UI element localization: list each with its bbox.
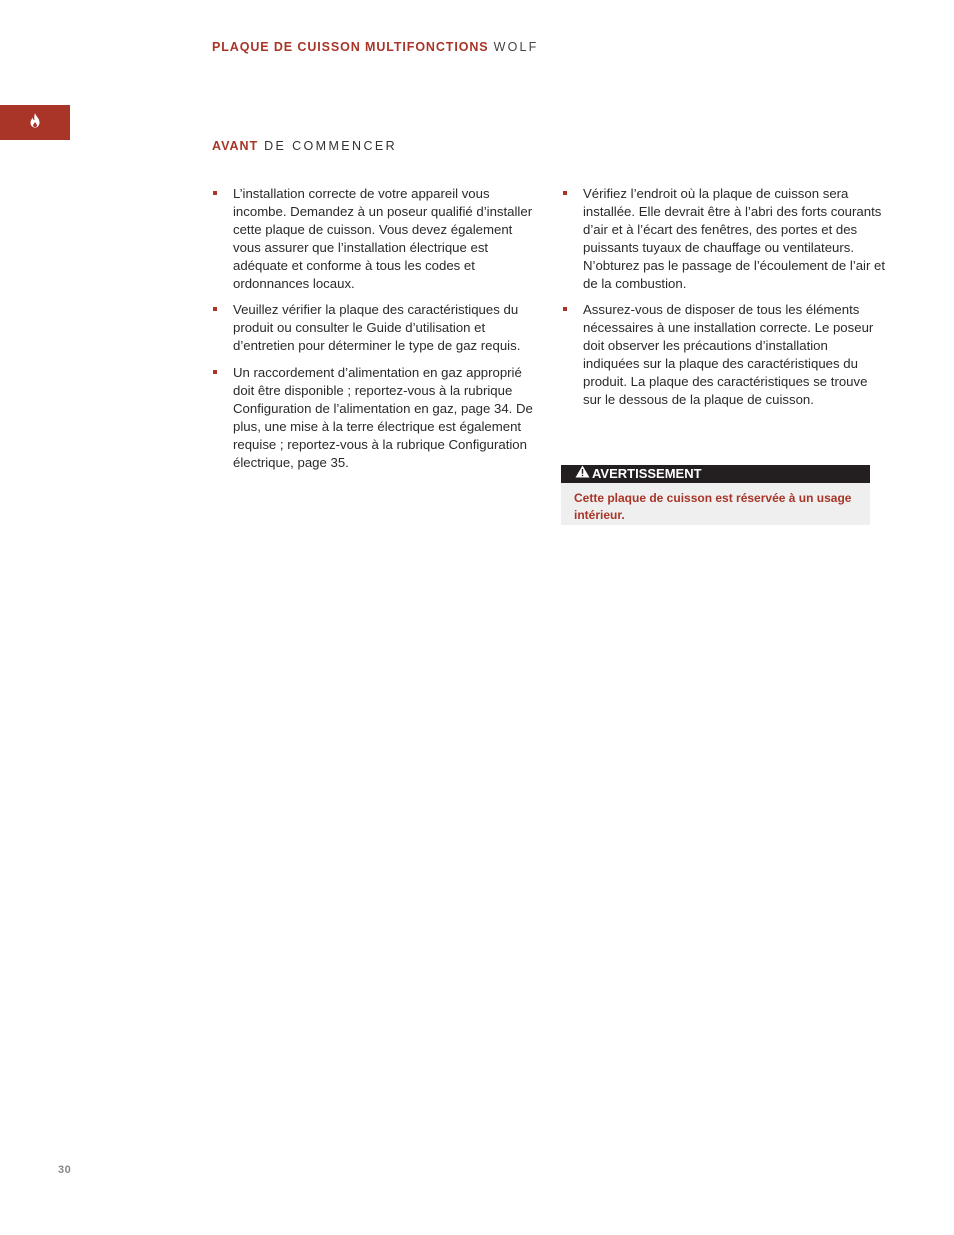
flame-icon [29,113,41,133]
list-item-text: L’installation correcte de votre appareil vous incombe. Demandez à un poseur qualifié d’installer cette plaque de cuisson. Vous devez également vous assurer que l’installation électrique est adéquate et conforme à tous les codes et ordonnances locaux. [233,186,533,291]
page-header [212,40,539,54]
left-column-list [212,185,537,481]
page-number: 30 [58,1164,72,1176]
bullet-icon [213,370,217,374]
bullet-icon [213,307,217,311]
list-item [562,185,887,292]
list-item-text: Assurez-vous de disposer de tous les éléments nécessaires à une installation correcte. Le poseur doit observer les précautions d’installation indiquées sur la plaque des caractéristiques du produit. La plaque des caractéristiques se trouve sur le dessous de la plaque de cuisson. [583,302,874,407]
warning-triangle-icon [575,465,592,483]
bullet-icon [563,191,567,195]
section-title [212,139,397,153]
bullet-icon [213,191,217,195]
warning-box [561,465,870,525]
brand-name: WOLF [493,40,539,54]
product-title: PLAQUE DE CUISSON MULTIFONCTIONS [212,40,489,54]
list-item [212,301,537,355]
warning-text: Cette plaque de cuisson est réservée à un usage intérieur. [574,491,852,522]
warning-header [561,465,870,483]
list-item-text: Vérifiez l’endroit où la plaque de cuisson sera installée. Elle devrait être à l’abri des forts courants d’air et à l’écart des fenêtres, des portes et des puissants tuyaux de chauffage ou ventilateurs. N’obturez pas le passage de l’écoulement de l’air et de la combustion. [583,186,886,291]
list-item [212,364,537,471]
section-tab[interactable] [0,105,70,140]
warning-label: AVERTISSEMENT [592,466,702,481]
section-title-rest: DE COMMENCER [264,139,398,153]
list-item-text: Veuillez vérifier la plaque des caractéristiques du produit ou consulter le Guide d’utilisation et d’entretien pour déterminer le type de gaz requis. [233,302,521,354]
section-title-accent: AVANT [212,139,259,153]
list-item [562,301,887,408]
right-column-list [562,185,887,418]
list-item-text: Un raccordement d’alimentation en gaz approprié doit être disponible ; reportez-vous à la rubrique Configuration de l’alimentation en gaz, page 34. De plus, une mise à la terre électrique est également requise ; reportez-vous à la rubrique Configuration électrique, page 35. [233,365,533,470]
list-item [212,185,537,292]
bullet-icon [563,307,567,311]
